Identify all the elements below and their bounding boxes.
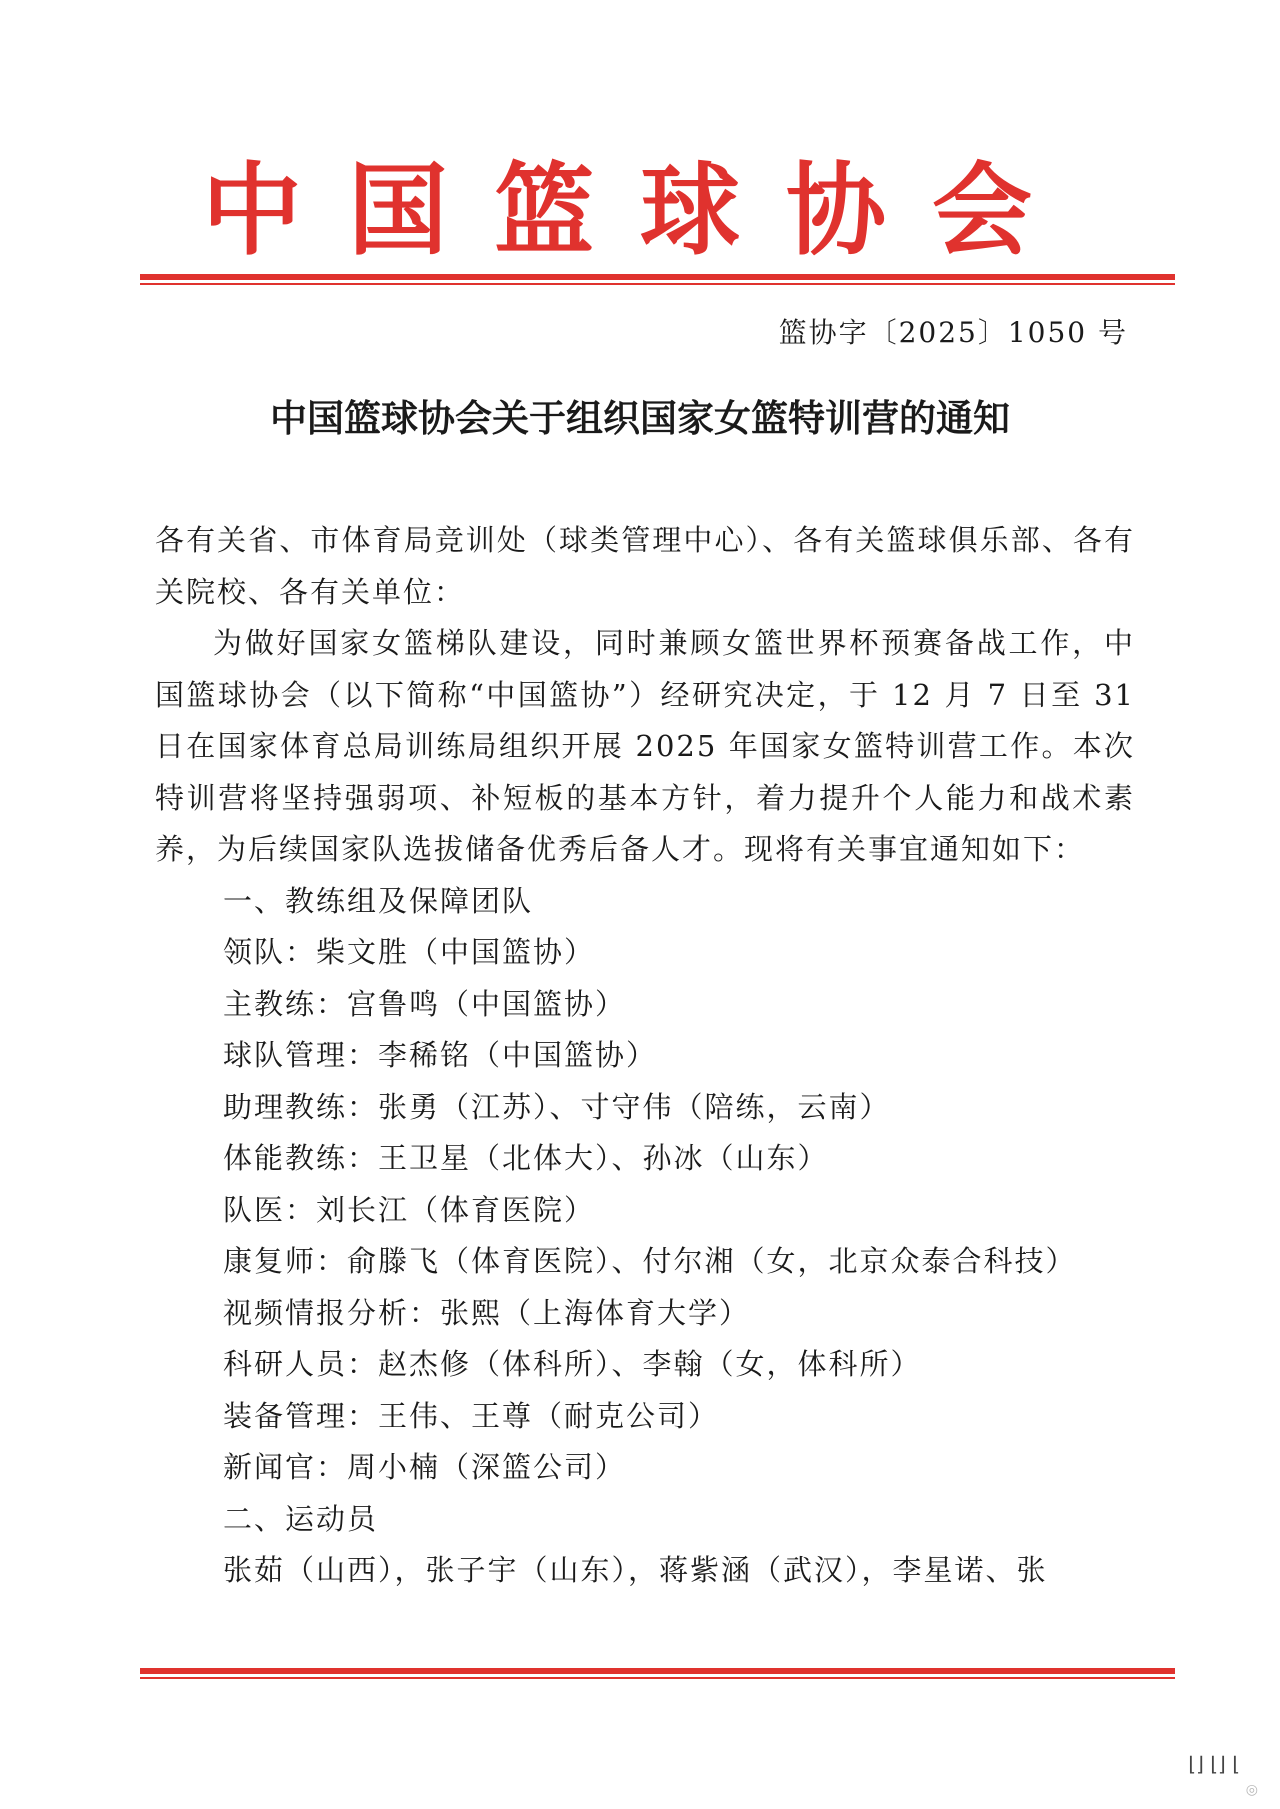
document-title: 中国篮球协会关于组织国家女篮特训营的通知 [270, 396, 1010, 440]
header-red-rule-thick [140, 274, 1175, 280]
list-item: 队医：刘长江（体育医院） [223, 1192, 596, 1227]
list-item: 主教练：宫鲁鸣（中国篮协） [223, 986, 627, 1021]
section-heading: 二、运动员 [223, 1501, 379, 1536]
masthead-title: 中国篮球协会 [202, 151, 1078, 269]
athlete-line: 张茹（山西），张子宇（山东），蒋紫涵（武汉），李星诺、张 [223, 1553, 1048, 1587]
list-item: 装备管理：王伟、王尊（耐克公司） [223, 1398, 720, 1433]
list-item: 视频情报分析：张熙（上海体育大学） [223, 1295, 751, 1330]
section-heading: 一、教练组及保障团队 [223, 883, 534, 918]
list-item: 领队：柴文胜（中国篮协） [223, 935, 596, 969]
intro-paragraph: 为做好国家女篮梯队建设，同时兼顾女篮世界杯预赛备战工作，中国篮球协会（以下简称“中国篮协”）经研究决定，于 12 月 7 日至 31 日在国家体育总局训练局组织开展 2025 年国家女篮特训营工作。本次特训营将坚持强弱项、补短板的基本方针，着力提升个人能力和战术素养，为后续国家队选拔储备优秀后备人才。现将有关事宜通知如下： [155, 626, 1135, 866]
footer-red-rule-thin [140, 1677, 1175, 1679]
section-one-list [155, 876, 1135, 1597]
watermark: ◎ [1245, 1782, 1258, 1798]
list-item: 体能教练：王卫星（北体大）、孙冰（山东） [223, 1141, 829, 1175]
footer-marks: ⌊⌋ ⌊⌋ ⌊ [1188, 1752, 1240, 1776]
header-red-rule-thin [140, 283, 1175, 285]
list-item: 球队管理：李稀铭（中国篮协） [223, 1038, 658, 1072]
salutation: 各有关省、市体育局竞训处（球类管理中心）、各有关篮球俱乐部、各有关院校、各有关单位： [155, 523, 1135, 609]
list-item: 新闻官：周小楠（深篮公司） [223, 1450, 627, 1484]
document-number: 篮协字〔2025〕1050 号 [778, 316, 1128, 349]
document-body [155, 515, 1135, 1597]
list-item: 康复师：俞滕飞（体育医院）、付尔湘（女，北京众泰合科技） [223, 1244, 1077, 1278]
footer-red-rule-thick [140, 1668, 1175, 1674]
list-item: 助理教练：张勇（江苏）、寸守伟（陪练，云南） [223, 1089, 891, 1124]
list-item: 科研人员：赵杰修（体科所）、李翰（女，体科所） [223, 1347, 922, 1381]
